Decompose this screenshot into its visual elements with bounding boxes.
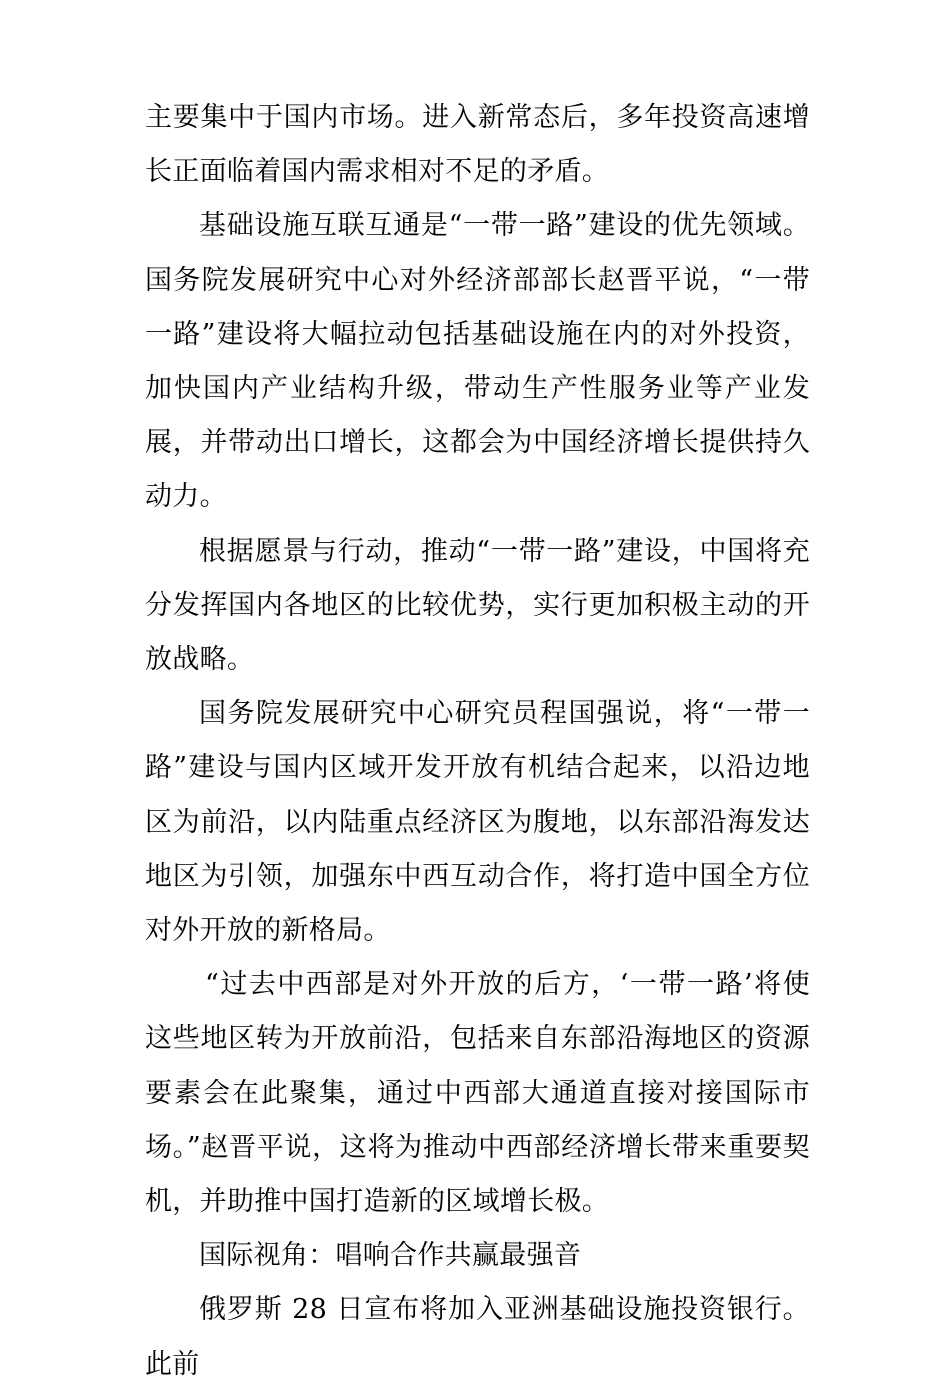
- section-heading: 国际视角：唱响合作共赢最强音: [199, 1240, 582, 1272]
- paragraph-5: “过去中西部是对外开放的后方，‘一带一路’将使这些地区转为开放前沿，包括来自东部沿海地区的资源要素会在此聚集，通过中西部大通道直接对接国际市场。”赵晋平说，这将为推动中西部经济增长带来重要契机，并助推中国打造新的区域增长极。: [145, 969, 810, 1218]
- paragraph-2: 基础设施互联互通是“一带一路”建设的优先领域。国务院发展研究中心对外经济部部长赵晋平说，“一带一路”建设将大幅拉动包括基础设施在内的对外投资，加快国内产业结构升级，带动生产性服务业等产业发展，并带动出口增长，这都会为中国经济增长提供持久动力。: [145, 210, 810, 513]
- paragraph-1: 主要集中于国内市场。进入新常态后，多年投资高速增长正面临着国内需求相对不足的矛盾。: [145, 102, 810, 188]
- paragraph-4: 国务院发展研究中心研究员程国强说，将“一带一路”建设与国内区域开发开放有机结合起来，以沿边地区为前沿，以内陆重点经济区为腹地，以东部沿海发达地区为引领，加强东中西互动合作，将打造中国全方位对外开放的新格局。: [145, 698, 810, 947]
- paragraph-6: 俄罗斯 28 日宣布将加入亚洲基础设施投资银行。此前: [145, 1294, 810, 1380]
- paragraph-3: 根据愿景与行动，推动“一带一路”建设，中国将充分发挥国内各地区的比较优势，实行更加积极主动的开放战略。: [145, 535, 810, 676]
- document-body: [145, 91, 810, 1392]
